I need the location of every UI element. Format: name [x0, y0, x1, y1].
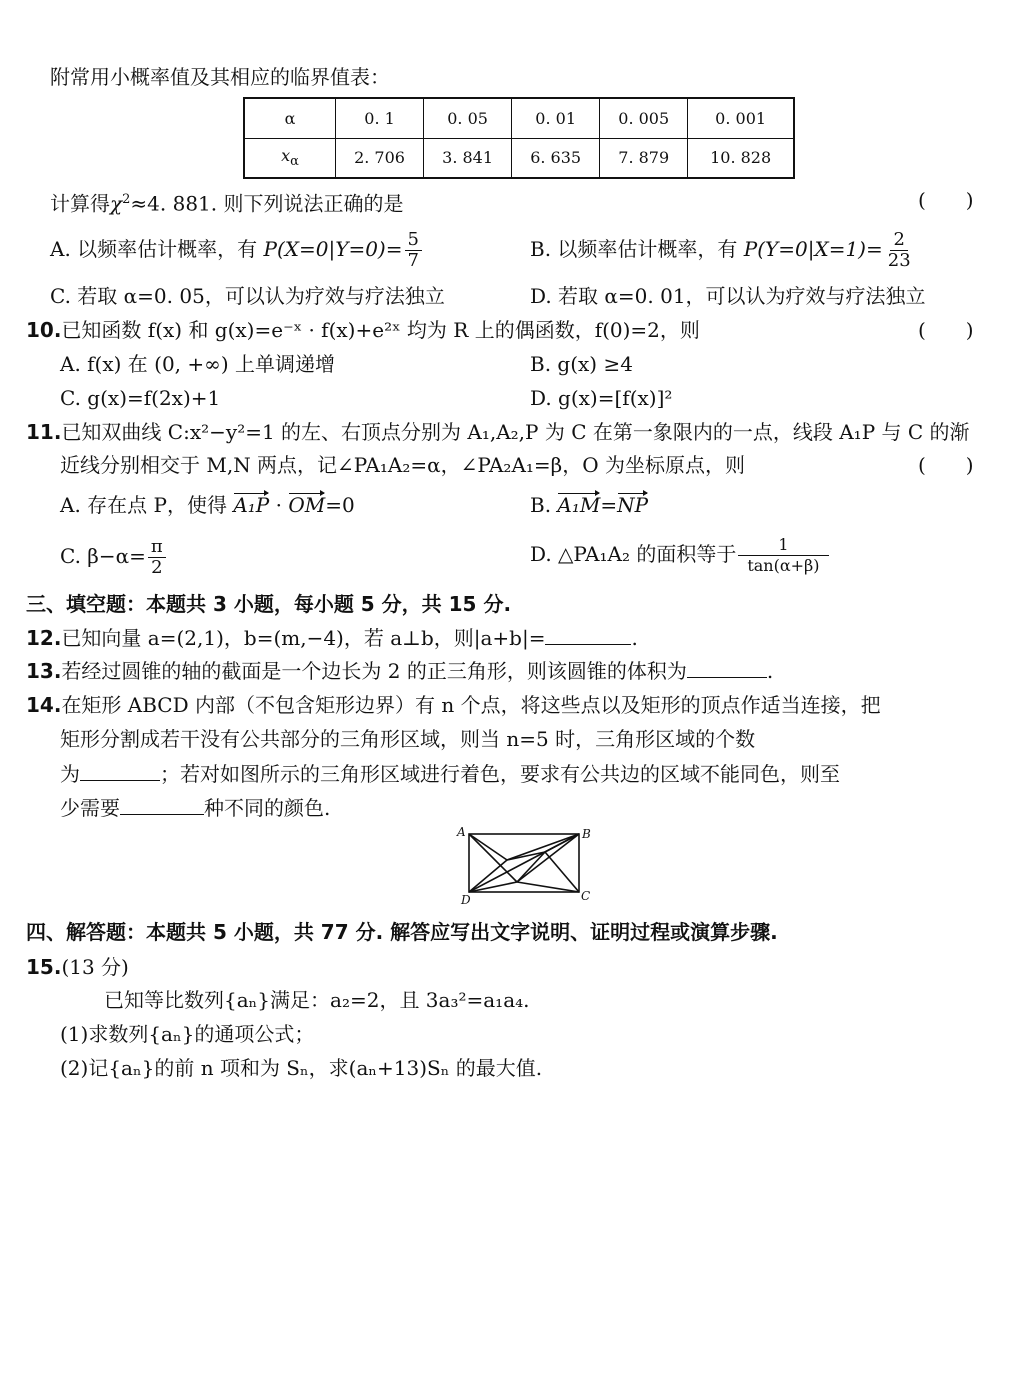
q14-line3-post: ；若对如图所示的三角形区域进行着色，要求有公共边的区域不能同色，则至 — [160, 762, 840, 786]
denominator: 2 — [151, 557, 163, 578]
q14-line3-pre: 为 — [60, 762, 80, 786]
table-row — [244, 98, 794, 138]
q11-c-fraction — [148, 537, 166, 578]
x-label: x — [281, 146, 291, 166]
answer-blank[interactable] — [80, 762, 160, 781]
q11-a-pre: A. 存在点 P，使得 — [60, 493, 227, 517]
q9-answer-paren: ( ) — [918, 188, 974, 212]
q13 — [26, 659, 773, 683]
table-cell: 0. 1 — [336, 98, 424, 138]
question-number: 14. — [26, 693, 62, 717]
q9-b-text: B. 以频率估计概率，有 — [530, 237, 738, 261]
numerator: 2 — [890, 230, 907, 251]
q14-line3 — [60, 762, 840, 786]
q9-b-expr: P(Y=0|X=1)= — [743, 237, 883, 261]
q11-stem-line2: 近线分别相交于 M,N 两点，记∠PA₁A₂=α，∠PA₂A₁=β，O 为坐标原点，则 — [60, 453, 745, 477]
answer-blank[interactable] — [687, 659, 767, 678]
numerator: π — [148, 537, 166, 558]
vector-np: NP — [617, 493, 649, 517]
q14-line1-text: 在矩形 ABCD 内部（不包含矩形边界）有 n 个点，将这些点以及矩形的顶点作适当连接，把 — [61, 693, 881, 717]
table-row — [244, 138, 794, 178]
q11-a-post: =0 — [325, 493, 355, 517]
q11-stem-line1 — [26, 420, 970, 444]
q9-option-c: C. 若取 α=0. 05，可以认为疗效与疗法独立 — [50, 284, 445, 308]
q9-option-d: D. 若取 α=0. 01，可以认为疗效与疗法独立 — [530, 284, 926, 308]
vertex-label-c: C — [581, 889, 591, 903]
question-number: 13. — [26, 659, 62, 683]
table-cell: α — [244, 98, 336, 138]
q14-line4-pre: 少需要 — [60, 796, 120, 820]
q10-option-d: D. g(x)=[f(x)]² — [530, 386, 673, 410]
q11-option-b — [530, 493, 648, 517]
q9-stem-a: 计算得 — [50, 191, 110, 216]
q11-option-a — [60, 493, 355, 517]
period: . — [631, 626, 638, 650]
q12 — [26, 626, 638, 650]
vertex-label-a: A — [457, 825, 466, 839]
question-number: 11. — [26, 420, 62, 444]
question-number: 12. — [26, 626, 62, 650]
vertex-label-b: B — [582, 827, 591, 841]
q13-text: 若经过圆锥的轴的截面是一个边长为 2 的正三角形，则该圆锥的体积为 — [61, 659, 687, 683]
critical-value-table — [243, 97, 795, 179]
numerator: 5 — [405, 230, 422, 251]
q11-option-c — [60, 534, 168, 578]
table-cell: 0. 005 — [600, 98, 688, 138]
section-3-heading: 三、填空题：本题共 3 小题，每小题 5 分，共 15 分. — [26, 592, 512, 616]
table-cell — [244, 138, 336, 178]
denominator: 23 — [887, 250, 911, 271]
q15-stem: 已知等比数列{aₙ}满足：a₂=2，且 3a₃²=a₁a₄. — [104, 988, 530, 1012]
vertex-label-d: D — [461, 893, 471, 906]
table-cell: 0. 01 — [512, 98, 600, 138]
q11-line1-text: 已知双曲线 C:x²−y²=1 的左、右顶点分别为 A₁,A₂,P 为 C 在第一象限内的一点，线段 A₁P 与 C 的渐 — [61, 420, 970, 444]
numerator: 1 — [738, 535, 828, 556]
q11-option-d — [530, 530, 831, 578]
section-4-heading: 四、解答题：本题共 5 小题，共 77 分. 解答应写出文字说明、证明过程或演算步骤. — [26, 920, 778, 944]
q11-answer-paren: ( ) — [918, 453, 974, 477]
table-cell: 10. 828 — [688, 138, 794, 178]
q11-d-fraction — [738, 535, 828, 576]
equals-sign: = — [600, 493, 618, 517]
q11-b-pre: B. — [530, 493, 552, 517]
table-cell: 3. 841 — [424, 138, 512, 178]
period: . — [766, 659, 774, 683]
table-intro: 附常用小概率值及其相应的临界值表： — [50, 65, 390, 89]
chi-symbol: χ — [110, 191, 123, 216]
q14-line4 — [60, 796, 330, 820]
q15-part2: (2)记{aₙ}的前 n 项和为 Sₙ，求(aₙ+13)Sₙ 的最大值. — [60, 1056, 543, 1080]
table-cell: 0. 001 — [688, 98, 794, 138]
x-subscript: α — [290, 154, 299, 170]
q10-option-b: B. g(x) ≥4 — [530, 352, 633, 376]
q9-a-fraction — [405, 230, 422, 271]
q11-c-pre: C. β−α= — [60, 544, 146, 568]
answer-blank[interactable] — [545, 626, 631, 645]
q10-answer-paren: ( ) — [918, 318, 974, 342]
q14-line2: 矩形分割成若干没有公共部分的三角形区域，则当 n=5 时，三角形区域的个数 — [60, 727, 756, 751]
q14-line1 — [26, 693, 881, 717]
dot-operator: · — [269, 493, 289, 517]
q9-stem: 计算得$\chi^2\approx 4$. 881. 则下列说法正确的是 — [50, 191, 404, 216]
table-cell: 6. 635 — [512, 138, 600, 178]
rectangle-triangulation-figure — [455, 824, 595, 906]
q9-option-a — [50, 228, 424, 271]
vector-a1m: A₁M — [557, 493, 601, 517]
denominator: tan(α+β) — [747, 556, 820, 575]
q9-option-b — [530, 228, 916, 271]
q14-line4-post: 种不同的颜色. — [204, 796, 331, 820]
q9-b-fraction — [885, 230, 914, 271]
q15-header — [26, 955, 129, 979]
q10-stem — [26, 318, 700, 342]
q11-d-pre: D. △PA₁A₂ 的面积等于 — [530, 542, 737, 566]
q10-option-a: A. f(x) 在 (0, +∞) 上单调递增 — [60, 352, 335, 376]
q12-text: 已知向量 a=(2,1)，b=(m,−4)，若 a⊥b，则|a+b|= — [61, 626, 546, 650]
q15-part1: (1)求数列{aₙ}的通项公式； — [60, 1022, 315, 1046]
q9-a-text: A. 以频率估计概率，有 — [50, 237, 258, 261]
q15-score: (13 分) — [61, 955, 129, 979]
answer-blank[interactable] — [120, 796, 204, 815]
q10-option-c: C. g(x)=f(2x)+1 — [60, 386, 221, 410]
table-cell: 7. 879 — [600, 138, 688, 178]
table-cell: 2. 706 — [336, 138, 424, 178]
question-number: 15. — [26, 955, 62, 979]
question-number: 10. — [26, 318, 62, 342]
q10-stem-text: 已知函数 f(x) 和 g(x)=e⁻ˣ · f(x)+e²ˣ 均为 R 上的偶函数，f(0)=2，则 — [61, 318, 700, 342]
table-cell: 0. 05 — [424, 98, 512, 138]
vector-om: OM — [288, 493, 326, 517]
q9-a-expr: P(X=0|Y=0)= — [263, 237, 403, 261]
vector-a1p: A₁P — [233, 493, 270, 517]
denominator: 7 — [407, 250, 419, 271]
q9-stem-b: ≈4. 881. 则下列说法正确的是 — [130, 191, 404, 216]
